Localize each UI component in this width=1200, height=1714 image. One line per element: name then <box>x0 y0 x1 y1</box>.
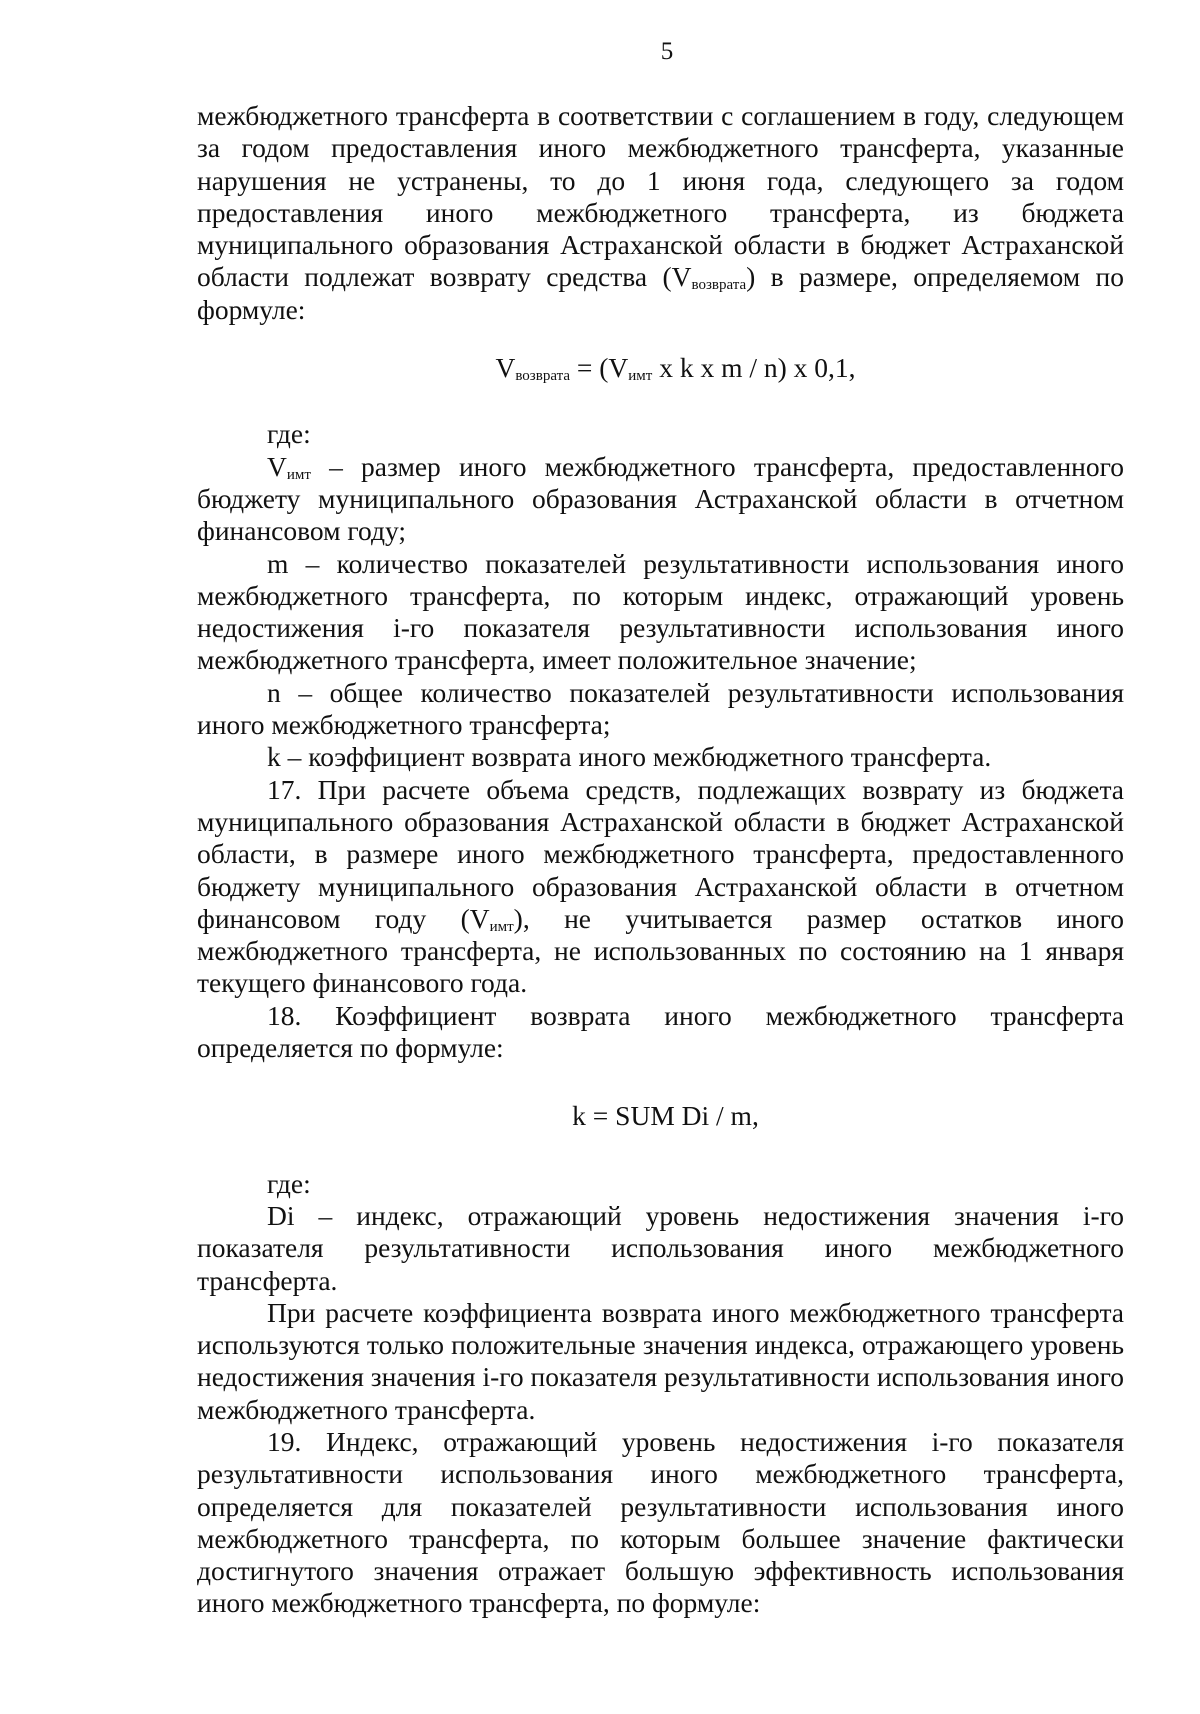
definition-m: m – количество показателей результативности использования иного межбюджетного трансферта, по которым индекс, отражающий уровень недостижения i-го показателя результативности использования иного межбюджетного трансферта, имеет положительное значение; <box>197 547 1124 676</box>
formula-coefficient: k = SUM Di / m, <box>572 1100 759 1132</box>
formula1-mid: = (V <box>569 352 629 384</box>
paragraph-intro-text: межбюджетного трансферта в соответствии с соглашением в году, следующем за годом предоставления иного межбюджетного трансферта, указанные нарушения не устранены, то до 1 июня года, следующего за годом предоставления иного межбюджетного трансферта, из бюджета муниципального образования Астраханской области в бюджет Астраханской области подлежат возврату средства (V <box>197 100 1124 293</box>
paragraph-18: 18. Коэффициент возврата иного межбюджетного трансферта определяется по формуле: <box>197 999 1124 1064</box>
paragraph-17-text: 17. При расчете объема средств, подлежащих возврату из бюджета муниципального образования Астраханской области в бюджет Астраханской области, в размере иного межбюджетного трансферта, предоставленного бюджету муниципального образования Астраханской области в отчетном финансовом году (V <box>197 773 1124 934</box>
paragraph-17 <box>197 774 1124 1000</box>
subscript-vozvrata: возврата <box>691 277 747 294</box>
formula-return-amount <box>197 352 1124 384</box>
paragraph-19: 19. Индекс, отражающий уровень недостижения i-го показателя результативности использования иного межбюджетного трансферта, определяется для показателей результативности использования иного межбюджетного трансферта, по которым большее значение фактически достигнутого значения отражает большую эффективность использования иного межбюджетного трансферта, по формуле: <box>197 1425 1124 1619</box>
paragraph-intro <box>197 100 1124 326</box>
where-label-2: где: <box>267 1167 311 1199</box>
formula1-rhs: x k x m / n) x 0,1, <box>652 352 856 384</box>
definition-vimt-symbol: V <box>267 450 287 482</box>
paragraph-positive-values: При расчете коэффициента возврата иного межбюджетного трансферта используются только положительные значения индекса, отражающего уровень недостижения значения i-го показателя результативности использования иного межбюджетного трансферта. <box>197 1296 1124 1425</box>
definition-n: n – общее количество показателей результативности использования иного межбюджетного трансферта; <box>197 676 1124 741</box>
paragraph-17-sub: имт <box>489 918 514 935</box>
formula1-mid-sub: имт <box>628 368 653 385</box>
definition-di: Di – индекс, отражающий уровень недостижения значения i-го показателя результативности использования иного межбюджетного трансферта. <box>197 1199 1124 1296</box>
definition-vimt-text: – размер иного межбюджетного трансферта, предоставленного бюджету муниципального образования Астраханской области в отчетном финансовом году; <box>197 450 1124 547</box>
formula1-lhs: V <box>495 352 516 384</box>
definition-vimt <box>197 451 1124 548</box>
paragraph-17-end: ), не учитывается размер остатков иного межбюджетного трансферта, не использованных по состоянию на 1 января текущего финансового года. <box>197 902 1124 999</box>
paragraph-intro-end: ) в размере, определяемом по формуле: <box>197 261 1124 325</box>
formula1-lhs-sub: возврата <box>515 368 570 385</box>
definition-vimt-sub: имт <box>286 466 311 483</box>
document-body <box>197 100 1124 1620</box>
definition-k: k – коэффициент возврата иного межбюджетного трансферта. <box>267 741 992 773</box>
page-number: 5 <box>660 38 674 65</box>
where-label-1: где: <box>267 418 311 450</box>
